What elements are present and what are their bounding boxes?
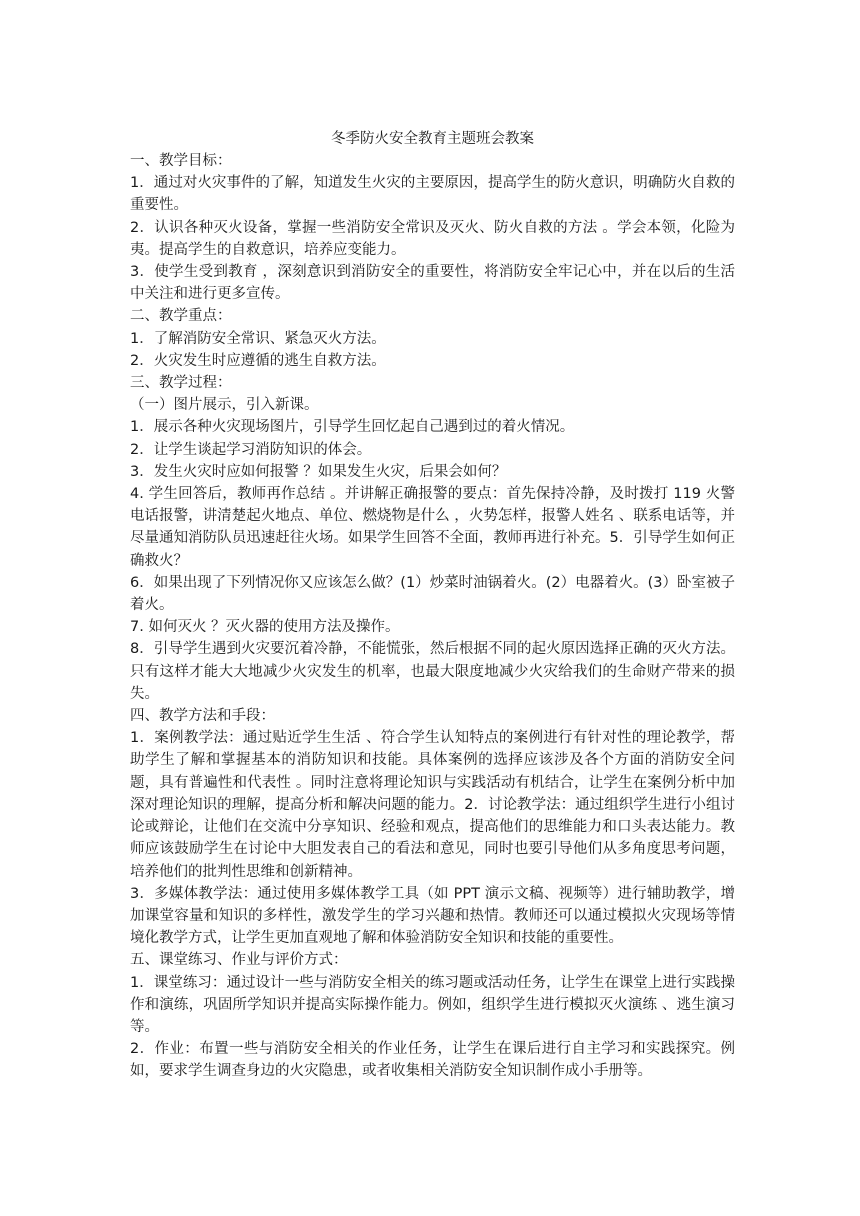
section-heading-process: 三、教学过程： — [130, 375, 232, 392]
paragraph: （一）图片展示，引入新课。 — [130, 397, 319, 414]
paragraph: 1．案例教学法：通过贴近学生生活 、符合学生认知特点的案例进行有针对性的理论教学，帮助学生了解和掌握基本的消防知识和技能。具体案例的选择应该涉及各个方面的消防安全问题，具有普遍性和代表性 。同时注意将理论知识与实践活动有机结合，让学生在案例分析中加深对理论知识的理解，提高分析和解决问题的能力。2．讨论教学法：通过组织学生进行小组讨论或辩论，让他们在交流中分享知识、经验和观点，提高他们的思维能力和口头表达能力。教师应该鼓励学生在讨论中大胆发表自己的看法和意见，同时也要引导他们从多角度思考问题，培养他们的批判性思维和创新精神。 — [130, 730, 735, 880]
paragraph: 1．了解消防安全常识、紧急灭火方法。 — [130, 330, 386, 347]
document-page — [130, 128, 735, 1083]
paragraph: 2．认识各种灭火设备，掌握一些消防安全常识及灭火、防火自救的方法 。学会本领，化险为夷。提高学生的自救意识，培养应变能力。 — [130, 219, 735, 258]
paragraph: 3．发生火灾时应如何报警 ？如果发生火灾，后果会如何？ — [130, 463, 507, 480]
document-title: 冬季防火安全教育主题班会教案 — [331, 131, 534, 147]
section-heading-objectives: 一、教学目标： — [130, 153, 232, 169]
paragraph: 1．通过对火灾事件的了解，知道发生火灾的主要原因，提高学生的防火意识，明确防火自救的重要性。 — [130, 175, 735, 214]
paragraph: 8．引导学生遇到火灾要沉着冷静，不能慌张，然后根据不同的起火原因选择正确的灭火方法。只有这样才能大大地减少火灾发生的机率，也最大限度地减少火灾给我们的生命财产带来的损失。 — [130, 641, 735, 702]
paragraph: 1．展示各种火灾现场图片，引导学生回忆起自己遇到过的着火情况。 — [130, 419, 575, 436]
document-body — [130, 150, 735, 1083]
paragraph: 3．多媒体教学法：通过使用多媒体教学工具（如 PPT 演示文稿、视频等）进行辅助教学，增加课堂容量和知识的多样性，激发学生的学习兴趣和热情。教师还可以通过模拟火灾现场等情境化教学方式，让学生更加直观地了解和体验消防安全知识和技能的重要性。 — [130, 885, 735, 947]
paragraph: 1．课堂练习：通过设计一些与消防安全相关的练习题或活动任务，让学生在课堂上进行实践操作和演练，巩固所学知识并提高实际操作能力。例如，组织学生进行模拟灭火演练 、逃生演习等。 — [130, 974, 735, 1035]
paragraph: 2．火灾发生时应遵循的逃生自救方法。 — [130, 352, 386, 369]
section-heading-key-points: 二、教学重点： — [130, 308, 232, 325]
paragraph: 3．使学生受到教育 ，深刻意识到消防安全的重要性，将消防安全牢记心中，并在以后的生活中关注和进行更多宣传。 — [130, 264, 735, 303]
section-heading-practice: 五、课堂练习、作业与评价方式： — [130, 952, 348, 969]
paragraph: 2．让学生谈起学习消防知识的体会。 — [130, 441, 372, 458]
section-heading-methods: 四、教学方法和手段： — [130, 708, 275, 725]
paragraph: 4. 学生回答后，教师再作总结 。并讲解正确报警的要点：首先保持冷静，及时拨打 119 火警电话报警，讲清楚起火地点、单位、燃烧物是什么 ，火势怎样，报警人姓名 、联系电话等，并尽量通知消防队员迅速赶往火场。如果学生回答不全面，教师再进行补充。5．引导学生如何正确救火？ — [130, 486, 735, 569]
paragraph: 6．如果出现了下列情况你又应该怎么做？(1）炒菜时油锅着火。(2）电器着火。(3）卧室被子着火。 — [130, 574, 735, 614]
paragraph: 2．作业：布置一些与消防安全相关的作业任务，让学生在课后进行自主学习和实践探究。例如，要求学生调查身边的火灾隐患，或者收集相关消防安全知识制作成小手册等。 — [130, 1041, 735, 1080]
paragraph: 7. 如何灭火 ？灭火器的使用方法及操作。 — [130, 619, 400, 636]
